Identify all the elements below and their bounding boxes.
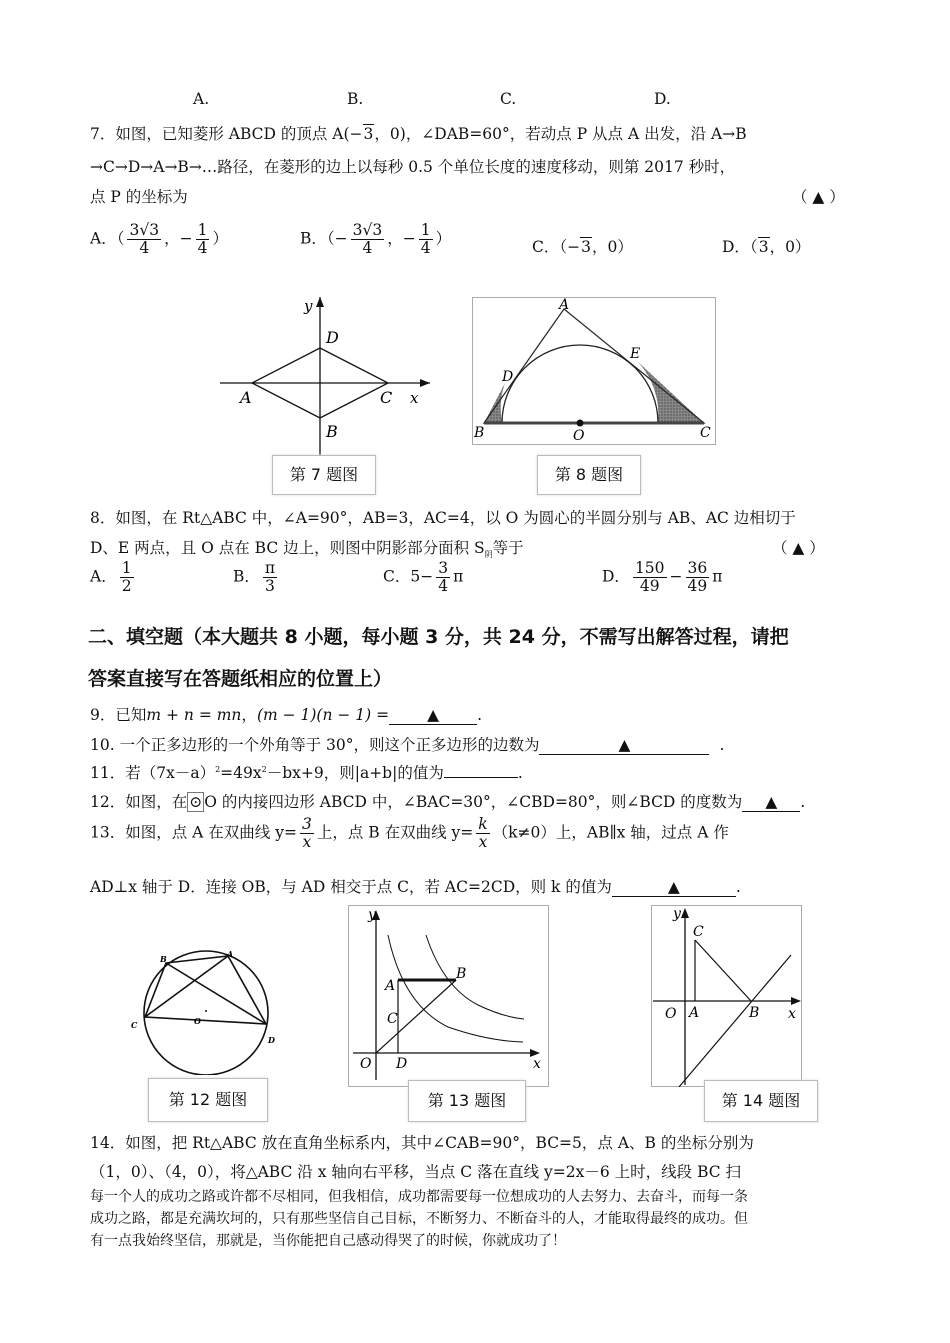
section-2-title-line1: 二、填空题（本大题共 8 小题，每小题 3 分，共 24 分，不需写出解答过程，请把 [88,626,789,648]
q7-option-c: C．（−3，0） [532,238,633,256]
q7-option-a: A．（ $\frac{3√3}{4}$ ，− $\frac{1}{4}$ ） [90,221,228,258]
figure-13-caption: 第 13 题图 [408,1080,526,1122]
fig12-label-a: A [227,949,234,959]
fig13-label-c: C [387,1011,398,1027]
fig8-label-b: B [474,425,485,441]
footer-motto-line2: 成功之路，都是充满坎坷的，只有那些坚信自己目标，不断努力、不断奋斗的人，才能取得最终的成功。但 [90,1211,748,1227]
q14-line1: 14．如图，把 Rt△ABC 放在直角坐标系内，其中∠CAB=90°，BC=5，点 A、B 的坐标分别为 [90,1134,754,1152]
fig7-label-y: y [304,297,313,315]
figure-14-caption: 第 14 题图 [704,1080,818,1122]
figure-13-hyperbola [348,905,548,1087]
q8-option-d: D． $\frac{150}{49}$ − $\frac{36}{49}$ π [602,559,723,596]
fig7-label-b: B [326,422,338,441]
fig13-label-y: y [368,907,376,923]
q6-option-a: A. [193,90,210,108]
fig8-label-a: A [559,297,570,313]
q11: 11．若$(7x-a)^2=49x^2-bx+9$，则|a+b|的值为 . [90,764,523,782]
q13-line1: 13．如图，点 A 在双曲线 y= $\frac{3}{x}$ 上，点 B 在双曲线 y= $\frac{k}{x}$ （k≠0）上，AB∥x 轴，过点 A 作 [90,815,729,852]
q7-option-b: B．（− $\frac{3√3}{4}$ ，− $\frac{1}{4}$ ） [300,221,452,258]
q8-option-b: B． $\frac{\pi}{3}$ [233,559,276,596]
fig14-label-c: C [693,924,704,940]
fig12-label-b: B [160,954,167,964]
fig13-label-a: A [385,978,396,994]
q8-option-c: C．5− $\frac{3}{4}$ π [383,559,464,596]
fig7-label-c: C [380,388,393,407]
q10: 10. 一个正多边形的一个外角等于 30°，则这个正多边形的边数为 ▲ . [90,736,725,754]
fig7-label-x: x [410,389,419,407]
figure-8-semicircle [472,297,714,443]
q7-line2: →C→D→A→B→…路径，在菱形的边上以每秒 0.5 个单位长度的速度移动，则第 2017 秒时， [90,158,736,176]
figure-7-rhombus [220,295,440,455]
footer-motto-line1: 每一个人的成功之路或许都不尽相同，但我相信，成功都需要每一位想成功的人去努力、去奋斗，而每一条 [90,1189,748,1205]
fig13-label-b: B [456,966,467,982]
figure-14-triangle [651,905,803,1087]
q6-option-d: D. [654,90,671,108]
sqrt-3: 3 [363,125,374,143]
fig13-label-d: D [396,1056,408,1072]
section-2-title-line2: 答案直接写在答题纸相应的位置上） [88,668,393,690]
circle-symbol: ⊙ [189,793,203,811]
q8-line1: 8．如图，在 Rt△ABC 中，∠A=90°，AB=3，AC=4，以 O 为圆心的半圆分别与 AB、AC 边相切于 [90,509,796,527]
fig14-label-o: O [665,1006,677,1022]
q8-option-a: A． $\frac{1}{2}$ [90,559,132,596]
fig12-label-o: O [194,1016,201,1026]
q6-option-c: C. [500,90,517,108]
fig14-label-x: x [788,1006,796,1022]
q6-option-b: B. [347,90,364,108]
figure-12-circle [128,945,288,1075]
fig12-label-d: D [268,1035,275,1045]
q7-line3: 点 P 的坐标为 [90,188,188,206]
q14-line2: （1，0）、（4，0），将△ABC 沿 x 轴向右平移，当点 C 落在直线 y=2x－6 上时，线段 BC 扫 [90,1163,742,1181]
q9: 9．已知m + n = mn，(m − 1)(n − 1) = ▲ . [90,706,483,724]
fig8-label-e: E [630,346,641,362]
footer-motto-line3: 有一点我始终坚信，那就是，当你能把自己感动得哭了的时候，你就成功了！ [90,1233,566,1249]
figure-7-caption: 第 7 题图 [272,455,376,495]
fig8-label-d: D [502,369,514,385]
q7-option-d: D．（3，0） [722,238,811,256]
q12: 12．如图，在 ⊙ O 的内接四边形 ABCD 中，∠BAC=30°，∠CBD=80°，则∠BCD 的度数为 ▲ . [90,793,806,811]
fig14-label-a: A [689,1005,700,1021]
fig14-label-b: B [749,1005,760,1021]
fig7-label-d: D [326,328,339,347]
q7-answer-mark: （ ▲ ） [792,188,845,206]
figure-8-caption: 第 8 题图 [537,455,641,495]
fig13-label-x: x [533,1056,541,1072]
fig12-label-c: C [131,1020,138,1030]
fig14-label-y: y [673,906,681,922]
q13-line2: AD⊥x 轴于 D．连接 OB，与 AD 相交于点 C，若 AC=2CD，则 k 的值为 ▲ . [90,878,741,896]
fig7-label-a: A [240,388,252,407]
figure-12-caption: 第 12 题图 [148,1078,268,1122]
fig13-label-o: O [360,1056,372,1072]
q8-answer-mark: （ ▲ ） [772,539,825,557]
q7-line1: 7．如图，已知菱形 ABCD 的顶点 A(−3，0)，∠DAB=60°，若动点 P 从点 A 出发，沿 A→B [90,125,747,143]
fig8-label-o: O [573,428,585,443]
fig8-label-c: C [700,425,711,441]
q8-line2: D、E 两点，且 O 点在 BC 边上，则图中阴影部分面积 $S_阴$等于 [90,539,524,560]
